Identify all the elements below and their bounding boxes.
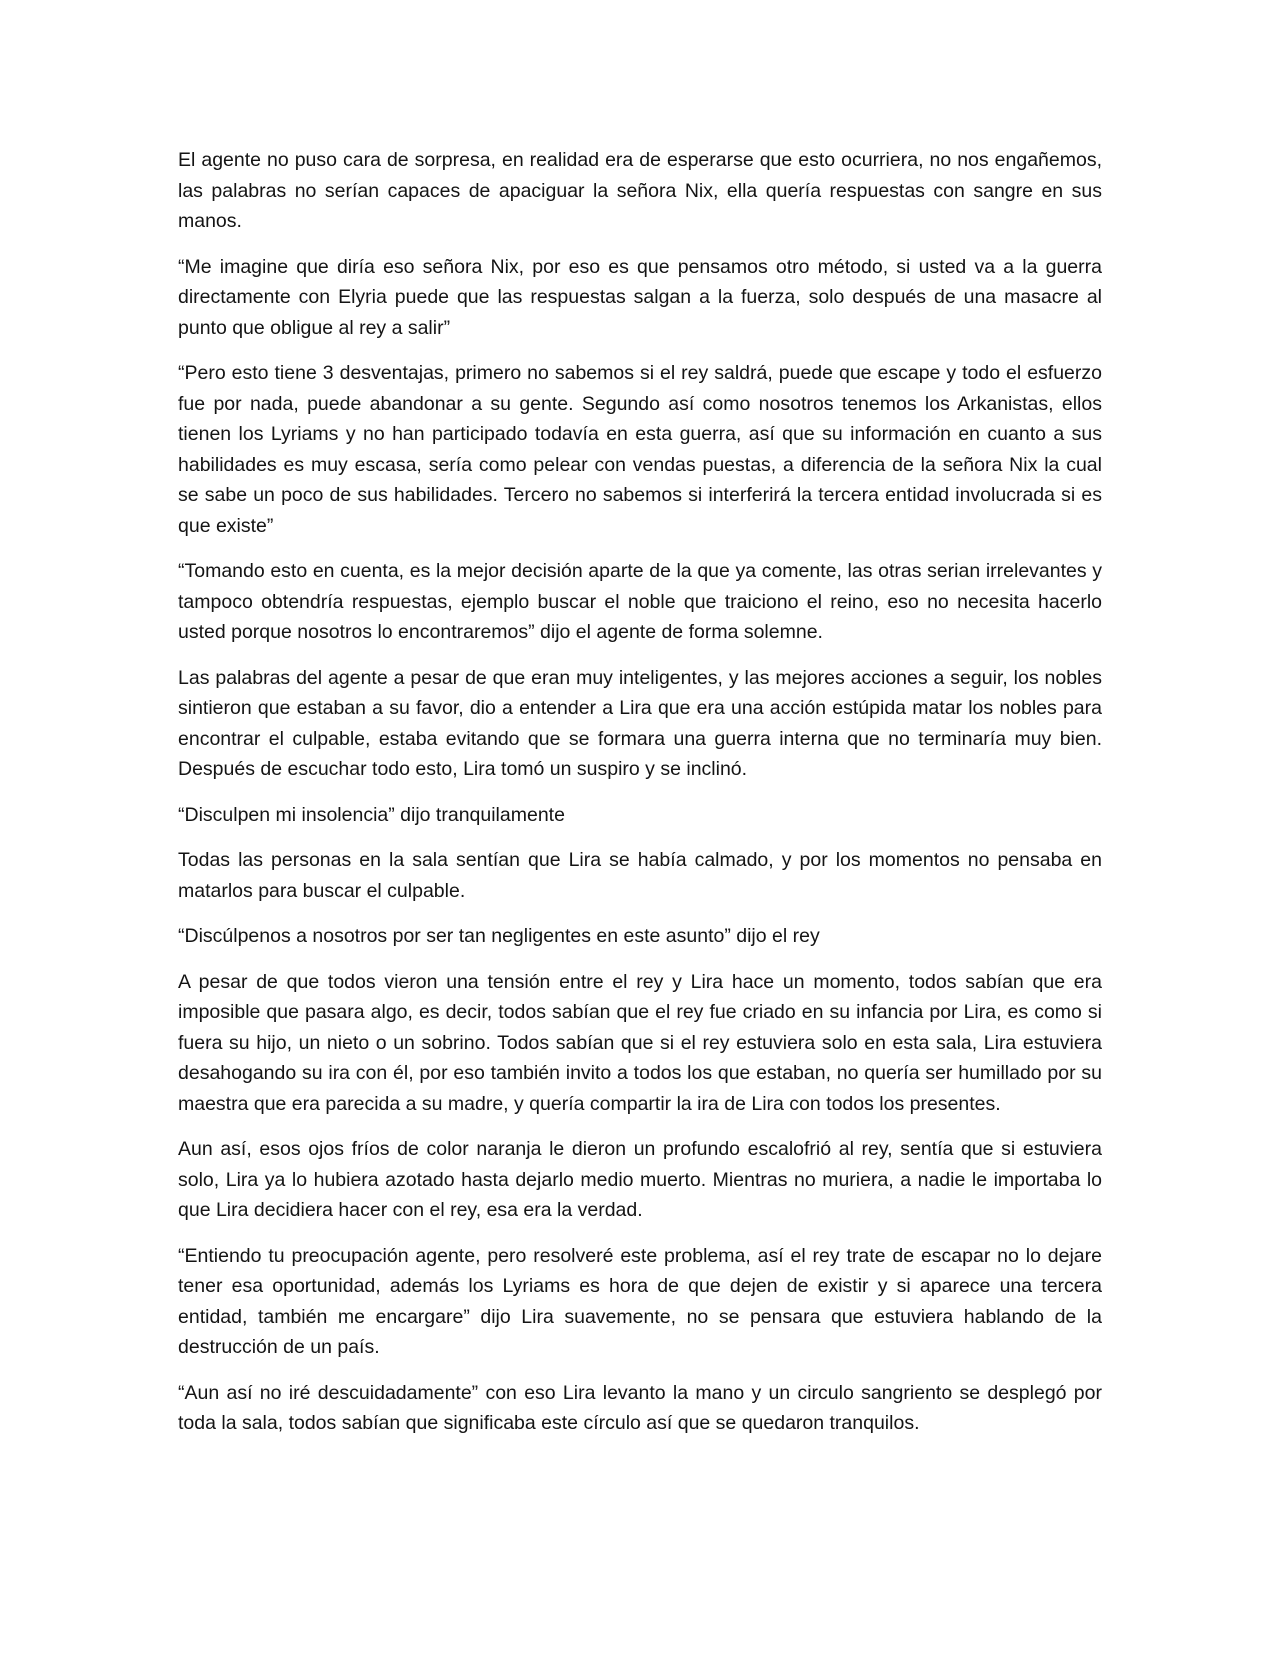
paragraph-4: “Tomando esto en cuenta, es la mejor decisión aparte de la que ya comente, las otras serian irrelevantes y tampoco obtendría respuestas, ejemplo buscar el noble que traiciono el reino, eso no necesita hacerlo usted porque nosotros lo encontraremos” dijo el agente de forma solemne. [178, 560, 1102, 643]
paragraph-6: “Disculpen mi insolencia” dijo tranquilamente [178, 803, 565, 826]
paragraph-8: “Discúlpenos a nosotros por ser tan negligentes en este asunto” dijo el rey [178, 925, 820, 947]
paragraph-7: Todas las personas en la sala sentían que Lira se había calmado, y por los momentos no pensaba en matarlos para buscar el culpable. [178, 849, 1102, 902]
paragraph-3: “Pero esto tiene 3 desventajas, primero no sabemos si el rey saldrá, puede que escape y todo el esfuerzo fue por nada, puede abandonar a su gente. Segundo así como nosotros tenemos los Arkanistas, ellos tienen los Lyriams y no han participado todavía en esta guerra, así que su información en cuanto a sus habilidades es muy escasa, sería como pelear con vendas puestas, a diferencia de la señora Nix la cual se sabe un poco de sus habilidades. Tercero no sabemos si interferirá la tercera entidad involucrada si es que existe” [178, 362, 1102, 537]
paragraph-11: “Entiendo tu preocupación agente, pero resolveré este problema, así el rey trate de escapar no lo dejare tener esa oportunidad, además los Lyriams es hora de que dejen de existir y si aparece una tercera entidad, también me encargare” dijo Lira suavemente, no se pensara que estuviera hablando de la destrucción de un país. [178, 1244, 1102, 1358]
paragraph-10: Aun así, esos ojos fríos de color naranja le dieron un profundo escalofrió al rey, sentía que si estuviera solo, Lira ya lo hubiera azotado hasta dejarlo medio muerto. Mientras no muriera, a nadie le importaba lo que Lira decidiera hacer con el rey, esa era la verdad. [178, 1138, 1102, 1221]
paragraph-5: Las palabras del agente a pesar de que eran muy inteligentes, y las mejores acciones a seguir, los nobles sintieron que estaban a su favor, dio a entender a Lira que era una acción estúpida matar los nobles para encontrar el culpable, estaba evitando que se formara una guerra interna que no terminaría muy bien. Después de escuchar todo esto, Lira tomó un suspiro y se inclinó. [178, 666, 1102, 780]
paragraph-9: A pesar de que todos vieron una tensión entre el rey y Lira hace un momento, todos sabían que era imposible que pasara algo, es decir, todos sabían que el rey fue criado en su infancia por Lira, es como si fuera su hijo, un nieto o un sobrino. Todos sabían que si el rey estuviera solo en esta sala, Lira estuviera desahogando su ira con él, por eso también invito a todos los que estaban, no quería ser humillado por su maestra que era parecida a su madre, y quería compartir la ira de Lira con todos los presentes. [178, 970, 1102, 1115]
paragraph-2: “Me imagine que diría eso señora Nix, por eso es que pensamos otro método, si usted va a la guerra directamente con Elyria puede que las respuestas salgan a la fuerza, solo después de una masacre al punto que obligue al rey a salir” [178, 255, 1102, 339]
paragraph-1: El agente no puso cara de sorpresa, en realidad era de esperarse que esto ocurriera, no nos engañemos, las palabras no serían capaces de apaciguar la señora Nix, ella quería respuestas con sangre en sus manos. [178, 149, 1102, 232]
paragraph-12: “Aun así no iré descuidadamente” con eso Lira levanto la mano y un circulo sangriento se desplegó por toda la sala, todos sabían que significaba este círculo así que se quedaron tranquilos. [178, 1381, 1102, 1434]
document-body [178, 145, 1102, 1454]
